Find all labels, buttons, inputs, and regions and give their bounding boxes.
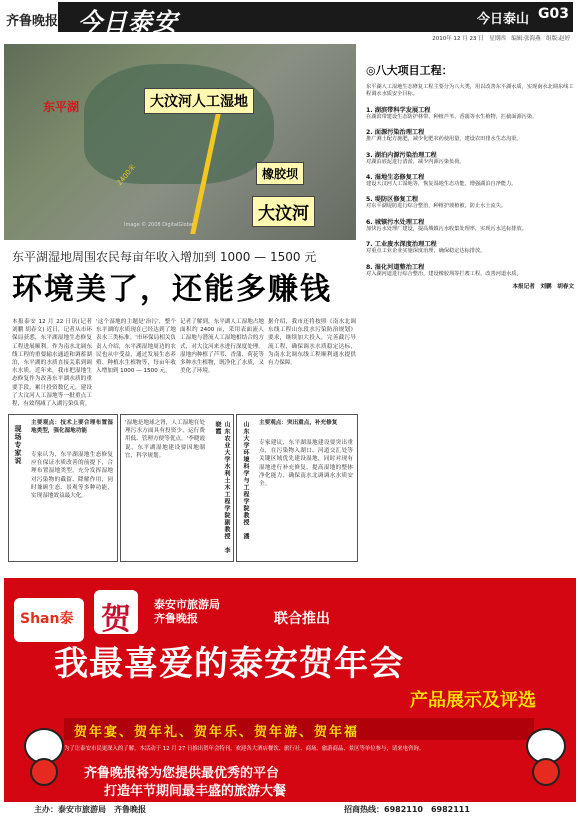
box3-lead: 主要观点：突出重点，补充修复	[259, 420, 338, 426]
expert-box-1	[8, 414, 118, 562]
project-text: 在湖滨带建设生态防护林带，种植芦苇、香蒲等水生植物，拦截面源污染。	[366, 113, 538, 120]
label-distance: 2400米	[115, 162, 138, 188]
project-title: 1. 湖滨带科学发展工程	[366, 106, 431, 114]
page-number: G03	[538, 6, 569, 22]
body-col-3: 记者了解到，东平湖人工湿地占地面积约 2400 亩，采用表面流人工湿地与潜流人工湿地相结合的方式，对大汶河来水进行深度处理。湿地内种植了芦苇、香蒲、荷花等多种水生植物，既净化了水质，又美化了环境。	[180, 319, 264, 375]
ad-call-2: 打造年节期间最丰盛的旅游大餐	[104, 784, 287, 799]
box1-text: 专家认为，东平湖湿地生态修复应在保证水质改善的前提下，合理布置湿地类型，充分发挥湿地对污染物的截留、降解作用，同时兼顾生态、景观等多种功能，实现湿地效益最大化。	[31, 452, 113, 500]
project-text: 对湖泊底泥进行清淤，减少内源污染负荷。	[366, 158, 465, 165]
expert-box-2	[120, 414, 234, 562]
box2-title: 山东农业大学水利土木工程学院副教授 李晓霞	[214, 421, 230, 554]
seal-icon	[94, 590, 138, 637]
project-title: 4. 湿地生态修复工程	[366, 174, 425, 182]
banner-title: 今日泰安	[78, 7, 178, 36]
issue-meta: 2010年 12 月 23 日 星期四 编辑:张海燕 组版:赵婷	[432, 36, 570, 42]
new-year-ad	[4, 578, 576, 816]
header-banner	[58, 2, 573, 36]
project-title: 8. 湿化河道整治工程	[366, 263, 425, 271]
label-rubber-dam: 橡胶坝	[256, 162, 304, 185]
box1-title: 现场专家说	[14, 425, 22, 465]
project-text: 加快污水处理厂建设，提高城镇污水收集处理率，实现污水达标排放。	[366, 225, 527, 232]
page-header	[0, 0, 580, 42]
box3-text: 专家建议，东平湖湿地建设要突出重点，在污染物入湖口、河道交汇处等关键区域优先建设湿地，同时对现有湿地进行补充修复，提高湿地的整体净化能力，确保南水北调调水水质安全。	[259, 440, 353, 488]
body-col-4: 据介绍，我市还将按照《南水北调东线工程山东段水污染防治规划》要求，继续加大投入，完善截污导流工程，确保调水水质稳定达标，为南水北调东线工程顺利通水提供有力保障。	[268, 319, 356, 367]
mascot-body	[30, 758, 58, 786]
article-headline: 环境美了，还能多赚钱	[12, 272, 332, 307]
ad-hosts: 主办：泰安市旅游局 齐鲁晚报	[34, 805, 146, 814]
ad-footer	[4, 802, 576, 816]
mascot-right	[524, 728, 564, 784]
body-col-2: '这个湿地的主题是'治污'，整个东平湖的水质现在已经达到了地表水三类标准。'市环保局相关负责人介绍，东平湖湿地周边的农民也从中受益，通过发展生态养殖、种植水生植物等，每亩年收入增加到 1000 — 1500 元。	[96, 319, 176, 375]
projects-byline: 本报记者 刘鹏 胡春文	[512, 284, 574, 291]
project-text: 对入湖河道进行综合整治，建设橡胶坝等拦蓄工程，改善河道水质。	[366, 270, 522, 277]
projects-list	[366, 105, 574, 278]
project-text: 建设大汶河人工湿地等，恢复湿地生态功能，增强湖泊自净能力。	[366, 181, 517, 188]
ad-categories: 贺年宴、贺年礼、贺年乐、贺年游、贺年福	[74, 725, 360, 740]
project-text: 对重点工业企业实施深度治理，确保稳定达标排放。	[366, 248, 486, 255]
project-title: 7. 工业废水深度治理工程	[366, 241, 437, 249]
projects-title: ◎八大项目工程：	[366, 64, 453, 77]
logo-text: Shan泰	[20, 611, 74, 627]
project-title: 5. 堤防区修复工程	[366, 196, 419, 204]
expert-box-3	[236, 414, 358, 562]
org-newspaper: 齐鲁晚报	[154, 612, 198, 625]
project-text: 对东平湖堤防进行综合整治，种植护坡植被，防止水土流失。	[366, 203, 507, 210]
box3-title: 山东大学环境科学与工程学院教授 潘	[242, 421, 249, 540]
label-wetland: 大汶河人工湿地	[144, 88, 254, 114]
body-col-1: 本报泰安 12 月 22 日讯(记者 刘鹏 胡春文) 近日，记者从市环保局获悉，东平湖湿地生态修复工程进展顺利。作为南水北调东线工程的重要输水通道和调蓄湖泊，东平湖的水质直接关系到调水水质。近年来，我市把湿地生态修复作为改善东平湖水质的重要手段，累计投资数亿元，建设了大汶河人工湿地等一批重点工程，有效削减了入湖污染负荷。	[12, 319, 92, 408]
mascot-left	[22, 728, 62, 784]
ad-call-1: 齐鲁晚报将为您提供最优秀的平台	[84, 766, 280, 781]
ad-category-bar	[64, 718, 534, 740]
project-title: 2. 面源污染治理工程	[366, 129, 425, 137]
ad-organizers	[154, 598, 220, 626]
projects-intro: 东平湖人工湿地生态修复工程主要分为八大类，用以改善东平湖水质，实现南水北调东线工程调水水质安全目标。	[366, 84, 574, 98]
article-subhead: 东平湖湿地周围农民每亩年收入增加到 1000 — 1500 元	[12, 250, 317, 264]
project-text: 推广测土配方施肥，减少化肥农药使用量，建设农田排水生态沟渠。	[366, 136, 522, 143]
photo-copyright: Image © 2008 DigitalGlobe	[124, 222, 193, 228]
label-dawen-river: 大汶河	[252, 196, 315, 227]
seal-char: 贺	[101, 602, 131, 637]
ad-joint-launch: 联合推出	[274, 611, 330, 627]
aerial-photo	[4, 44, 356, 240]
project-title: 3. 湖泊内源污染治理工程	[366, 151, 437, 159]
ad-hotline: 招商热线：6982110 6982111	[344, 805, 470, 814]
projects-column	[366, 62, 574, 290]
box1-lead: 主要观点：技术上要合理布置湿地类型，强化湿地功能	[31, 420, 113, 435]
ad-big-title: 我最喜爱的泰安贺年会	[54, 644, 404, 684]
ad-notice: 为了让泰安市民更深入的了解，本活动于 12 月 27 日推出贺年会特刊，欢迎各大酒店餐饮、旅行社、商场、旅游商品、景区等单位参与，请来电咨询。	[64, 746, 425, 752]
label-dongping-lake: 东平湖	[43, 100, 80, 114]
box2-text: '湿地是地球之肾，人工湿地在处理污水方面具有投资少、运行费用低、管理方便等优点。'李晓霞说，东平湖湿地建设要因地制宜，科学规划。	[125, 420, 205, 459]
paper-name: 齐鲁晚报	[6, 14, 59, 29]
section-title: 今日泰山	[476, 12, 529, 27]
org-tourism-bureau: 泰安市旅游局	[154, 598, 220, 611]
ad-subtitle: 产品展示及评选	[410, 690, 536, 711]
mascot-body	[532, 758, 560, 786]
project-title: 6. 城镇污水处理工程	[366, 218, 425, 226]
